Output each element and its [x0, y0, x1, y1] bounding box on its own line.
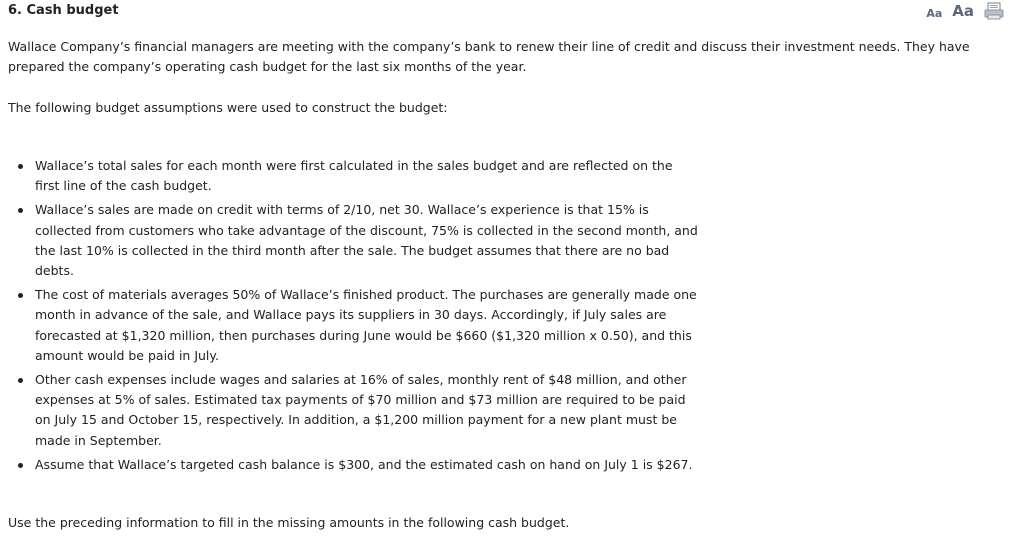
intro-paragraph: Wallace Company’s financial managers are meeting with the company’s bank to renew their line of credit and discuss their investment needs. They have prepared the company’s operating cash budget for the last six months of the year. — [8, 39, 970, 74]
closing-instruction: Use the preceding information to fill in the missing amounts in the following cash budget. — [8, 515, 570, 530]
list-item — [0, 370, 700, 451]
text-size-toolbar — [926, 2, 1004, 20]
list-item-text: The cost of materials averages 50% of Wallace’s finished product. The purchases are generally made one month in advance of the sale, and Wallace pays its suppliers in 30 days. Accordingly, if July sales are forecasted at $1,320 million, then purchases during June would be $660 ($1,320 million x 0.50), and this amount would be paid in July. — [35, 287, 697, 363]
bullet-icon — [18, 293, 23, 298]
bullet-icon — [18, 208, 23, 213]
list-item-text: Wallace’s total sales for each month were first calculated in the sales budget and are reflected on the first line of the cash budget. — [35, 158, 673, 194]
decrease-font-button[interactable]: Aa — [926, 6, 943, 20]
bullet-icon — [18, 378, 23, 383]
list-item-text: Assume that Wallace’s targeted cash balance is $300, and the estimated cash on hand on July 1 is $267. — [35, 456, 693, 472]
increase-font-button[interactable]: Aa — [952, 2, 974, 20]
list-item — [0, 200, 700, 281]
list-item — [0, 285, 700, 366]
assumptions-intro: The following budget assumptions were used to construct the budget: — [8, 100, 448, 115]
question-title: 6. Cash budget — [8, 3, 119, 18]
bullet-icon — [18, 164, 23, 169]
print-icon[interactable] — [984, 2, 1004, 20]
list-item — [0, 455, 700, 475]
assumptions-list — [0, 156, 700, 479]
list-item-text: Wallace’s sales are made on credit with terms of 2/10, net 30. Wallace’s experience is that 15% is collected from customers who take advantage of the discount, 75% is collected in the second month, and the last 10% is collected in the third month after the sale. The budget assumes that there are no bad debts. — [35, 202, 698, 279]
bullet-icon — [18, 463, 23, 468]
list-item — [0, 156, 700, 196]
list-item-text: Other cash expenses include wages and salaries at 16% of sales, monthly rent of $48 million, and other expenses at 5% of sales. Estimated tax payments of $70 million and $73 million are required to be paid on July 15 and October 15, respectively. In addition, a $1,200 million payment for a new plant must be made in September. — [35, 372, 687, 448]
